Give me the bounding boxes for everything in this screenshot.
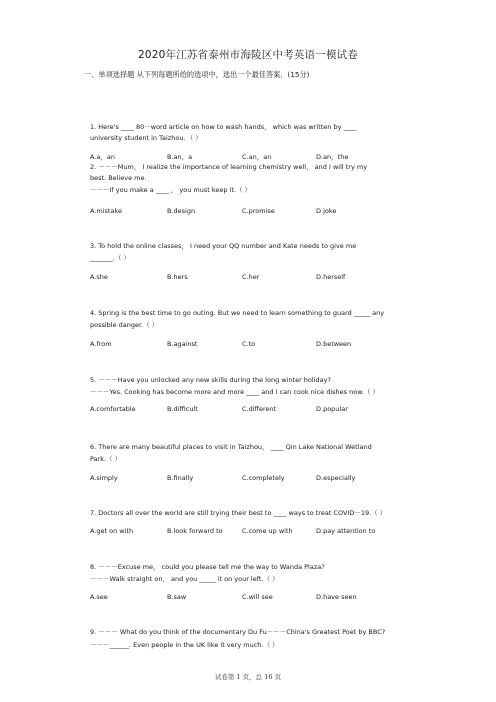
page-footer: 试卷第 1 页，总 16 页 xyxy=(214,673,282,681)
option-a: A.see xyxy=(90,593,108,601)
option-d: D.pay attention to xyxy=(316,527,376,535)
question-text: Park.（ ） xyxy=(90,455,122,463)
option-d: D.popular xyxy=(316,405,348,413)
option-c: C.come up with xyxy=(242,527,293,535)
question-text: 4. Spring is the best time to go outing. But we need to learn something to guard _____ any xyxy=(90,309,385,317)
question-text: 2. －－－Mum， I realize the importance of learning chemistry well， and I will try my xyxy=(90,163,368,171)
question-text: －－－If you make a ____ ， you must keep it.（ ） xyxy=(90,186,252,194)
option-d: D.especially xyxy=(316,474,356,482)
option-b: B.an，a xyxy=(167,153,193,161)
option-b: B.finally xyxy=(167,474,194,482)
question-text: －－－Yes. Cooking has become more and more ____ and I can cook nice dishes now.（ ） xyxy=(90,388,380,396)
option-d: D.joke xyxy=(316,207,337,215)
question-text: 3. To hold the online classes， I need your QQ number and Kate needs to give me xyxy=(90,242,357,250)
question-text: 6. There are many beautiful places to visit in Taizhou， ____ Qin Lake National Wetland xyxy=(90,443,372,451)
option-b: B.saw xyxy=(167,593,187,601)
question-text: 8. －－－Excuse me， could you please tell me the way to Wanda Plaza? xyxy=(90,563,325,571)
option-a: A.from xyxy=(90,340,112,348)
question-text: possible danger.（ ） xyxy=(90,321,159,329)
option-c: C.her xyxy=(242,273,260,281)
option-d: D.between xyxy=(316,340,352,348)
option-b: B.against xyxy=(167,340,198,348)
option-a: A.mistake xyxy=(90,207,122,215)
option-b: B.design xyxy=(167,207,196,215)
option-a: A.comfortable xyxy=(90,405,136,413)
option-a: A.simply xyxy=(90,474,118,482)
section-heading: 一、单项选择题 从下列每题所给的选项中，选出一个最佳答案．(15分) xyxy=(84,70,310,79)
option-c: C.promise xyxy=(242,207,275,215)
question-text: university student in Taizhou．（ ） xyxy=(90,134,202,142)
question-text: 9. －－－ What do you think of the documentary Du Fu－－－China's Greatest Poet by BBC? xyxy=(90,628,386,636)
option-b: B.hers xyxy=(167,273,188,281)
question-text: 5. －－－Have you unlocked any new skills during the long winter holiday? xyxy=(90,376,331,384)
option-c: C.to xyxy=(242,340,256,348)
option-c: C.an，an xyxy=(242,153,272,161)
option-c: C.completely xyxy=(242,474,285,482)
option-b: B.difficult xyxy=(167,405,198,413)
option-d: D.herself xyxy=(316,273,346,281)
option-a: A.get on with xyxy=(90,527,134,535)
option-b: B.look forward to xyxy=(167,527,223,535)
option-d: D.an，the xyxy=(316,153,349,161)
option-d: D.have seen xyxy=(316,593,357,601)
question-text: －－－Walk straight on， and you _____ it on your left.（ ） xyxy=(90,575,279,583)
option-c: C.will see xyxy=(242,593,273,601)
question-text: best. Believe me. xyxy=(90,174,147,182)
page-title: 2020年江苏省泰州市海陵区中考英语一模试卷 xyxy=(137,49,359,61)
question-text: －－－______. Even people in the UK like it very much.（ ） xyxy=(90,641,279,649)
question-text: _______.（ ） xyxy=(90,254,130,262)
option-a: A.a，an xyxy=(90,153,115,161)
option-c: C.different xyxy=(242,405,277,413)
option-a: A.she xyxy=(90,273,108,281)
question-text: 7. Doctors all over the world are still trying their best to ____ ways to treat COVID－19.（ ） xyxy=(90,509,387,517)
question-text: 1. Here's ____ 80－word article on how to wash hands， which was written by ____ xyxy=(90,123,357,131)
